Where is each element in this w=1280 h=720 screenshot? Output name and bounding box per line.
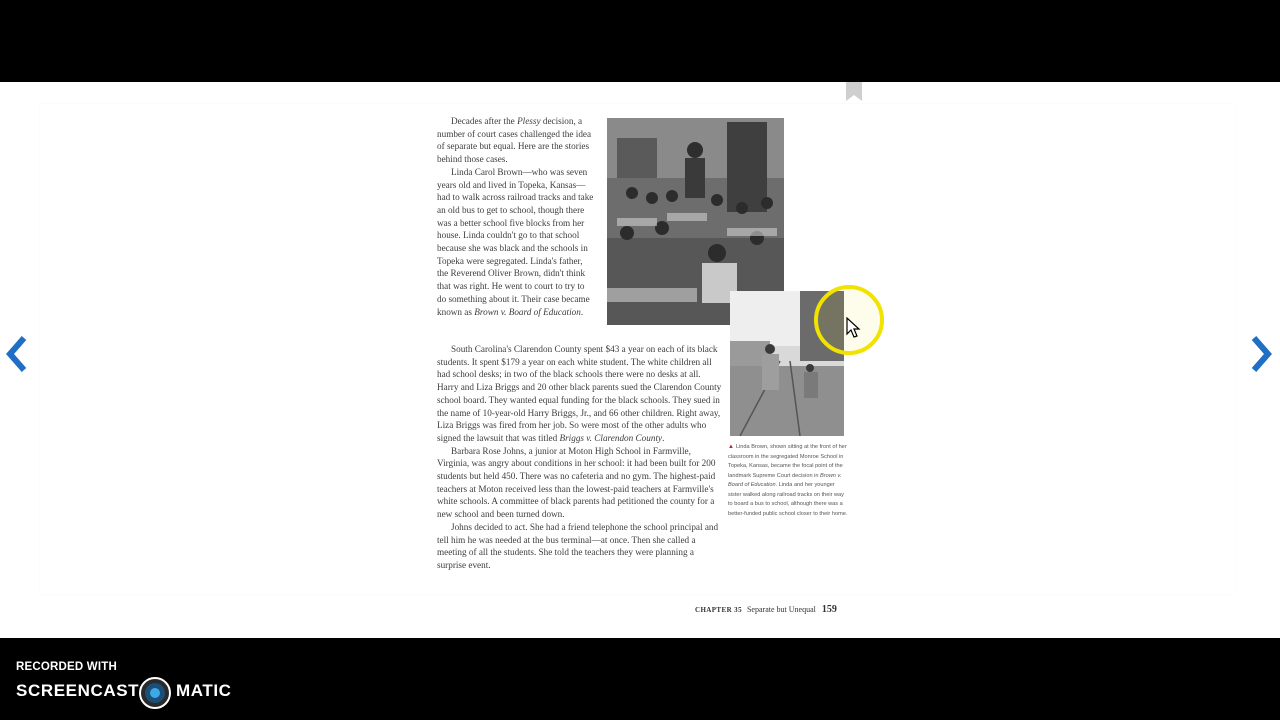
- bookmark-icon: [845, 82, 863, 102]
- screencast-o-matic-logo-icon: [138, 676, 172, 710]
- page-footer: [695, 604, 855, 615]
- bookmark-button[interactable]: [845, 82, 863, 102]
- paragraph-johns-act: Johns decided to act. She had a friend telephone the school principal and tell him he was needed at the bus terminal—at once. Then she called a meeting of all the students. She told the teachers they were planning a surprise event.: [437, 521, 719, 570]
- chapter-label: CHAPTER 35: [695, 606, 742, 614]
- main-text-column: [437, 343, 722, 572]
- chapter-title: Separate but Unequal: [746, 605, 816, 614]
- page-number: 159: [821, 604, 837, 615]
- previous-page-button[interactable]: [2, 334, 32, 374]
- paragraph-plessy: Decades after the Plessy decision, a number of court cases challenged the idea of separate but equal. Here are the stories behind those cases.: [437, 116, 592, 165]
- next-page-button[interactable]: [1246, 334, 1276, 374]
- chevron-left-icon: [2, 334, 32, 374]
- bottom-black-bar: [0, 638, 1280, 720]
- chevron-right-icon: [1246, 334, 1276, 374]
- caption-marker-icon: ▲: [728, 444, 734, 450]
- paragraph-barbara-johns: Barbara Rose Johns, a junior at Moton High School in Farmville, Virginia, was angry about conditions in her school: it had been built for 200 students but held 450. There was no cafeteria and no gym. The highest-paid teachers at Moton received less than the lowest-paid teachers at Farmville's white schools. A committee of black parents had petitioned the county for a new school and been turned down.: [437, 445, 716, 520]
- left-text-column: [437, 115, 595, 318]
- brand-matic: MATIC: [176, 681, 232, 700]
- brand-screencast: SCREENCAST: [16, 681, 140, 700]
- paragraph-linda-brown: Linda Carol Brown—who was seven years old and lived in Topeka, Kansas—had to walk across railroad tracks and take an old bus to get to school, though there was a better school five blocks from her house. Linda couldn't go to that school because she was black and the schools in Topeka were segregated. Linda's father, the Reverend Oliver Brown, didn't think that was right. He went to court to try to do something about it. Their case became known as Brown v. Board of Education.: [437, 166, 594, 317]
- photo-caption: ▲ Linda Brown, shown sitting at the front of her classroom in the segregated Monroe School in Topeka, Kansas, became the focal point of the landmark Supreme Court decision in Brown v. Board of Education. Linda and her younger sister walked along railroad tracks on their way to board a bus to school, although there was a better-funded public school closer to their home.: [728, 444, 848, 517]
- paragraph-clarendon: South Carolina's Clarendon County spent $43 a year on each of its black students. It spent $179 a year on each white student. The white children all had school desks; in two of the black schools there were no desks at all. Harry and Liza Briggs and 20 other black parents sued the Clarendon County school board. They wanted equal funding for the black schools. They sued in the name of 10-year-old Harry Briggs, Jr., and 66 other children. Right away, Liza Briggs was fired from her job. So were most of the other adults who signed the lawsuit that was titled Briggs v. Clarendon County.: [437, 344, 722, 443]
- mouse-pointer-icon: [846, 317, 862, 339]
- recorded-with-label: RECORDED WITH: [16, 661, 117, 673]
- top-black-bar: [0, 0, 1280, 82]
